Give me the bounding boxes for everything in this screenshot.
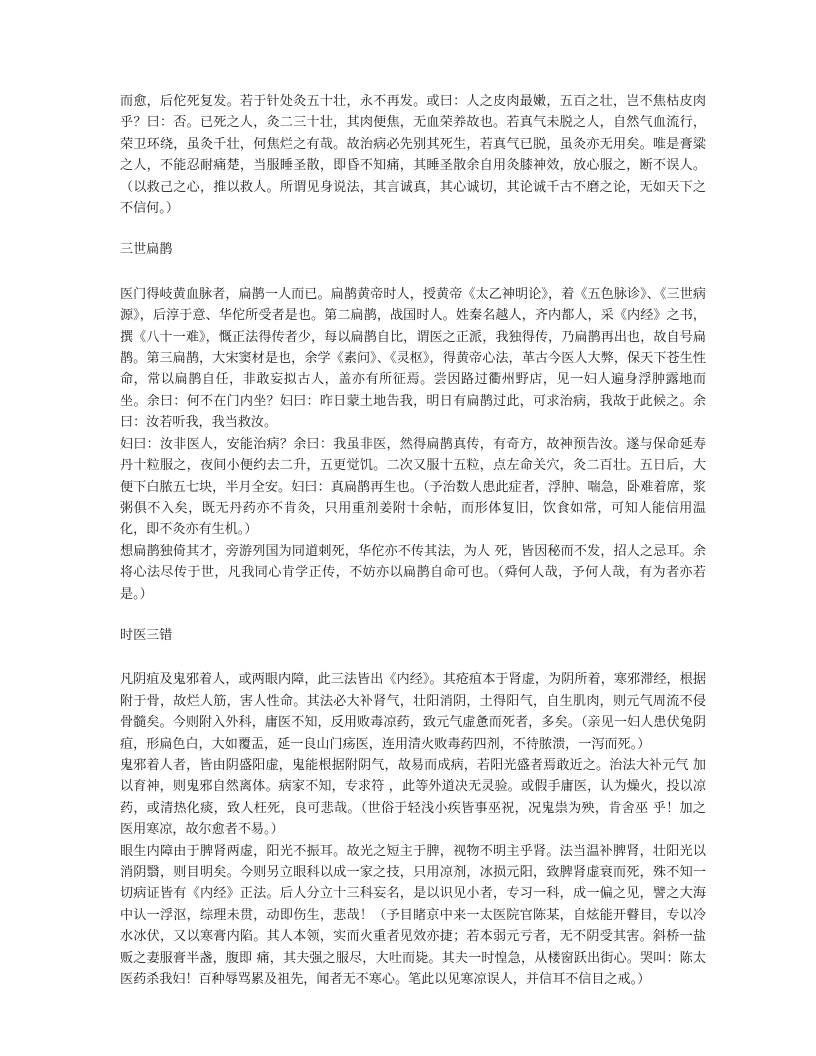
section1-paragraph-1: 医门得岐黄血脉者，扁鹊一人而已。扁鹊黄帝时人，授黄帝《太乙神明论》，着《五色脉诊》、《三世病源》，后淳于意、华佗所受者是也。第二扁鹊，战国时人。姓秦名越人，齐内都人，采《内经》之书，撰《八十一难》，慨正法得传者少，每以扁鹊自比，谓医之正派，我独得传，乃扁鹊再出也，故自号扁鹊。第三扁鹊，大宋窦材是也，余学《素问》、《灵枢》，得黄帝心法，革古今医人大弊，保天下苍生性命，常以扁鹊自任，非敢妄拟古人，盖亦有所征焉。尝因路过衢州野店，见一妇人遍身浮肿露地而坐。余曰：何不在门内坐？妇曰：昨日蒙土地告我，明日有扁鹊过此，可求治病，我故于此候之。余曰：汝若听我，我当救汝。: [120, 286, 706, 431]
heading-gap: [120, 261, 706, 284]
document-page: [120, 91, 706, 990]
section2-paragraph-3: 眼生内障由于脾肾两虚，阳光不振耳。故光之短主于脾，视物不明主乎肾。法当温补脾肾，壮阳光以消阴翳，则目明矣。今则另立眼科以成一家之技，只用凉剂，冰损元阳，致脾肾虚衰而死，殊不知一切病证皆有《内经》正法。后人分立十三科妄名，是以识见小者，专习一科，成一偏之见，譬之大海中认一浮沤，综理未贯，动即伤生，悲哉！（予目睹京中来一太医院官陈某，自炫能开瞽目，专以冷水冰伏，又以寒膏内陷。其人本领，实而火重者见效亦捷；若本弱元亏者，无不阴受其害。斜桥一盐贩之妻服膏半盏，腹即 痛，其夫强之服尽，大吐而毙。其夫一时惶急，从楼窗跃出街心。哭叫：陈太医药杀我妇！百种辱骂累及祖先，闻者无不寒心。笔此以见寒凉误人，并信耳不信目之戒。）: [120, 843, 706, 988]
section1-paragraph-2: 妇曰：汝非医人，安能治病？余曰：我虽非医，然得扁鹊真传，有奇方，故神预告汝。遂与保命延寿丹十粒服之，夜间小便约去二升，五更觉饥。二次又服十五粒，点左命关穴，灸二百壮。五日后，大便下白脓五七块，半月全安。妇曰：真扁鹊再生也。（予治数人患此症者，浮肿、喘急，卧难着席，浆粥俱不入矣，既无丹药亦不肯灸，只用重剂姜附十余帖，而形体复旧，饮食如常，可知人能信用温化，即不灸亦有生机。）: [120, 436, 706, 538]
section-gap: [120, 219, 706, 239]
section2-paragraph-2: 鬼邪着人者，皆由阴盛阳虚，鬼能根据附阴气，故易而成病，若阳光盛者焉敢近之。治法大补元气 加以育神，则鬼邪自然离体。病家不知，专求符 ，此等外道决无灵验。或假手庸医，认为燥火，投以凉药，或清热化痰，致人枉死，良可悲哉。（世俗于轻浅小疾皆事巫祝，况鬼祟为殃，肯舍巫 乎！加之医用寒凉，故尔愈者不易。）: [120, 757, 706, 838]
section1-paragraph-3: 想扁鹊独倚其才，旁游列国为同道刺死，华佗亦不传其法，为人 死，皆因秘而不发，招人之忌耳。余将心法尽传于世，凡我同心肯学正传，不妨亦以扁鹊自命可也。（舜何人哉，予何人哉，有为者亦若是。）: [120, 543, 706, 602]
section-title-san-shi-bian-que: 三世扁鹊: [120, 242, 173, 258]
intro-paragraph: 而愈，后佗死复发。若于针处灸五十壮，永不再发。或曰：人之皮肉最嫩，五百之壮，岂不焦枯皮肉乎？曰：否。已死之人，灸二三十壮，其肉便焦，无血荣养故也。若真气未脱之人，自然气血流行，荣卫环绕，虽灸千壮，何焦烂之有哉。故治病必先别其死生，若真气已脱，虽灸亦无用矣。唯是膏粱之人，不能忍耐痛楚，当服睡圣散，即昏不知痛，其睡圣散余自用灸膝神效，放心服之，断不误人。（以救己之心，推以救人。所谓见身说法，其言诚真，其心诚切，其论诚千古不磨之论，无如天下之不信何。）: [120, 94, 706, 217]
section-gap: [120, 605, 706, 625]
heading-gap: [120, 646, 706, 669]
section2-paragraph-1: 凡阴疽及鬼邪着人，或两眼内障，此三法皆出《内经》。其疮疽本于肾虚，为阴所着，寒邪滞经，根据附于骨，故烂人筋，害人性命。其法必大补肾气，壮阳消阴，土得阳气，自生肌肉，则元气周流不侵骨髓矣。今则附入外科，庸医不知，反用败毒凉药，致元气虚惫而死者，多矣。（亲见一妇人患伏兔阴疽，形扁色白，大如覆盂，延一良山门疡医，连用清火败毒药四剂，不待脓溃，一泻而死。）: [120, 672, 706, 752]
section-title-shi-yi-san-cuo: 时医三错: [120, 627, 173, 643]
